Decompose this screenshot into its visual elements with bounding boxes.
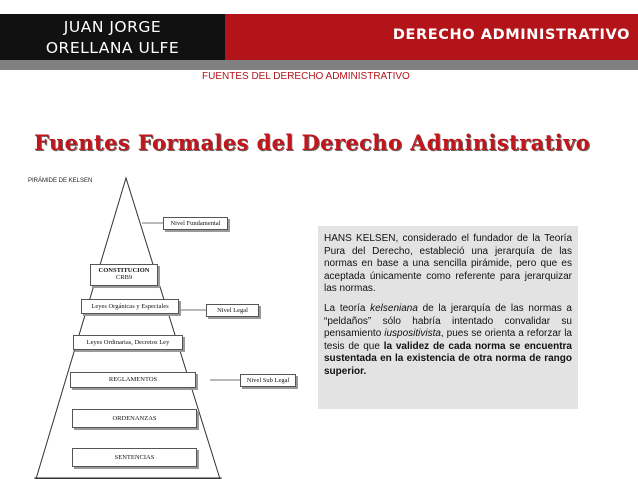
level-leyes-organicas: Leyes Orgánicas y Especiales (81, 299, 179, 314)
p2-bold-thesis: la validez de cada norma se encuentra sustentada en la existencia de otra norma de rango superior. (324, 340, 572, 377)
pyramid-caption: PIRÁMIDE DE KELSEN (28, 178, 93, 184)
p2-text-a: La teoría (324, 302, 371, 314)
p2-text-c: de la jerarquía de las normas a “peldaños” sólo habría intentado convalidar su pensamiento (324, 302, 572, 340)
level-constitucion (90, 264, 158, 286)
p2-iuspositivista: iuspositivista (384, 328, 441, 340)
level-sentencias: SENTENCIAS (72, 448, 197, 467)
label-nivel-sub-legal: Nivel Sub Legal (240, 374, 296, 387)
author-name-line1: JUAN JORGE (63, 18, 162, 36)
explanation-paragraph-2 (324, 303, 572, 379)
level-ordenanzas: ORDENANZAS (72, 409, 197, 428)
explanation-paragraph-1: HANS KELSEN, considerado el fundador de la Teoría Pura del Derecho, estableció una jerarquía de las normas en base a una sencilla pirámide, pero que es aceptada únicamente como referente para jerarquizar las normas. (324, 233, 572, 295)
level-leyes-ordinarias: Leyes Ordinarias, Decretos Ley (73, 335, 183, 350)
label-nivel-fundamental: Nivel Fundamental (163, 217, 228, 230)
label-nivel-legal: Nivel Legal (206, 304, 259, 317)
author-name-line2: ORELLANA ULFE (45, 39, 180, 57)
level-constitucion-label: CONSTITUCION (98, 267, 150, 274)
course-title: DERECHO ADMINISTRATIVO (392, 27, 630, 43)
level-constitucion-sublabel: CRB9 (115, 274, 133, 281)
slide-subtitle: FUENTES DEL DERECHO ADMINISTRATIVO (202, 71, 410, 82)
p2-kelseniana: kelseniana (370, 302, 418, 314)
p2-text-e: , pues se orienta a reforzar la tesis de que (324, 328, 572, 352)
slide-title: Fuentes Formales del Derecho Administrativo (34, 130, 591, 155)
level-reglamentos: REGLAMENTOS (70, 372, 196, 388)
kelsen-explanation-box (318, 226, 578, 409)
